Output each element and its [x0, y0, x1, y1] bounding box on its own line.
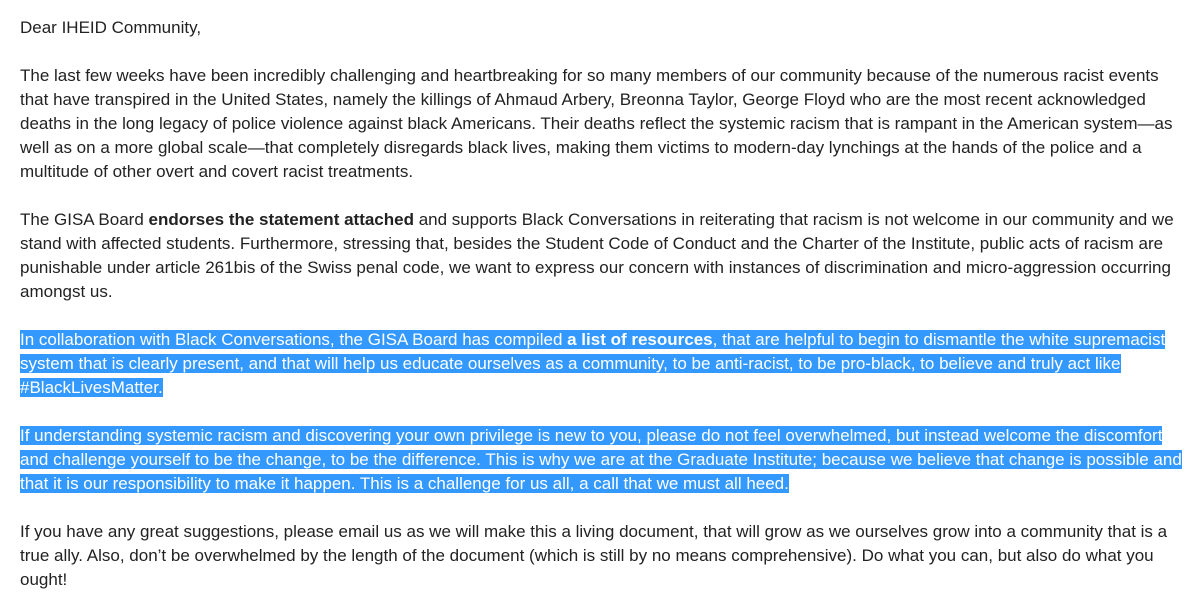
privilege-text: If understanding systemic racism and discovering your own privilege is new to you, please do not feel overwhelmed, but instead welcome the discomfort and challenge yourself to be the change, to be the difference. This is why we are at the Graduate Institute; because we believe that change is possible and that it is our responsibility to make it happen. This is a challenge for us all, a call that we must all heed.: [20, 426, 1182, 493]
resources-text-end: , that are helpful to begin to dismantle the white supremacist system that is clearly present, and that will help us educate ourselves as a community, to be anti-racist, to be pro-black, to believe and truly act like #BlackLivesMatter.: [20, 330, 1166, 397]
resources-link[interactable]: a list of resources: [567, 330, 713, 349]
endorsement-text-start: The GISA Board: [20, 210, 149, 229]
endorsement-text-end: and supports Black Conversations in reiterating that racism is not welcome in our community and we stand with affected students. Furthermore, stressing that, besides the Student Code of Conduct and the Charter of the Institute, public acts of racism are punishable under article 261bis of the Swiss penal code, we want to express our concern with instances of discrimination and micro-aggression occurring amongst us.: [20, 210, 1174, 301]
paragraph-suggestions: If you have any great suggestions, please email us as we will make this a living document, that will grow as we ourselves grow into a community that is a true ally. Also, don’t be overwhelmed by the length of the document (which is still by no means comprehensive). Do what you can, but also do what you ought!: [20, 522, 1168, 589]
greeting: Dear IHEID Community,: [20, 18, 202, 37]
resources-text-start: In collaboration with Black Conversations, the GISA Board has compiled: [20, 330, 568, 349]
endorsement-bold: endorses the statement attached: [148, 210, 414, 229]
paragraph-racist-events: The last few weeks have been incredibly challenging and heartbreaking for so many members of our community because of the numerous racist events that have transpired in the United States, namely the killings of Ahmaud Arbery, Breonna Taylor, George Floyd who are the most recent acknowledged deaths in the long legacy of police violence against black Americans. Their deaths reflect the systemic racism that is rampant in the American system—as well as on a more global scale—that completely disregards black lives, making them victims to modern-day lynchings at the hands of the police and a multitude of other overt and covert racist treatments.: [20, 66, 1173, 181]
paragraph-resources: [20, 328, 1190, 400]
paragraph-privilege: [20, 424, 1190, 496]
paragraph-endorsement: [20, 208, 1190, 304]
email-body: [20, 16, 1190, 603]
